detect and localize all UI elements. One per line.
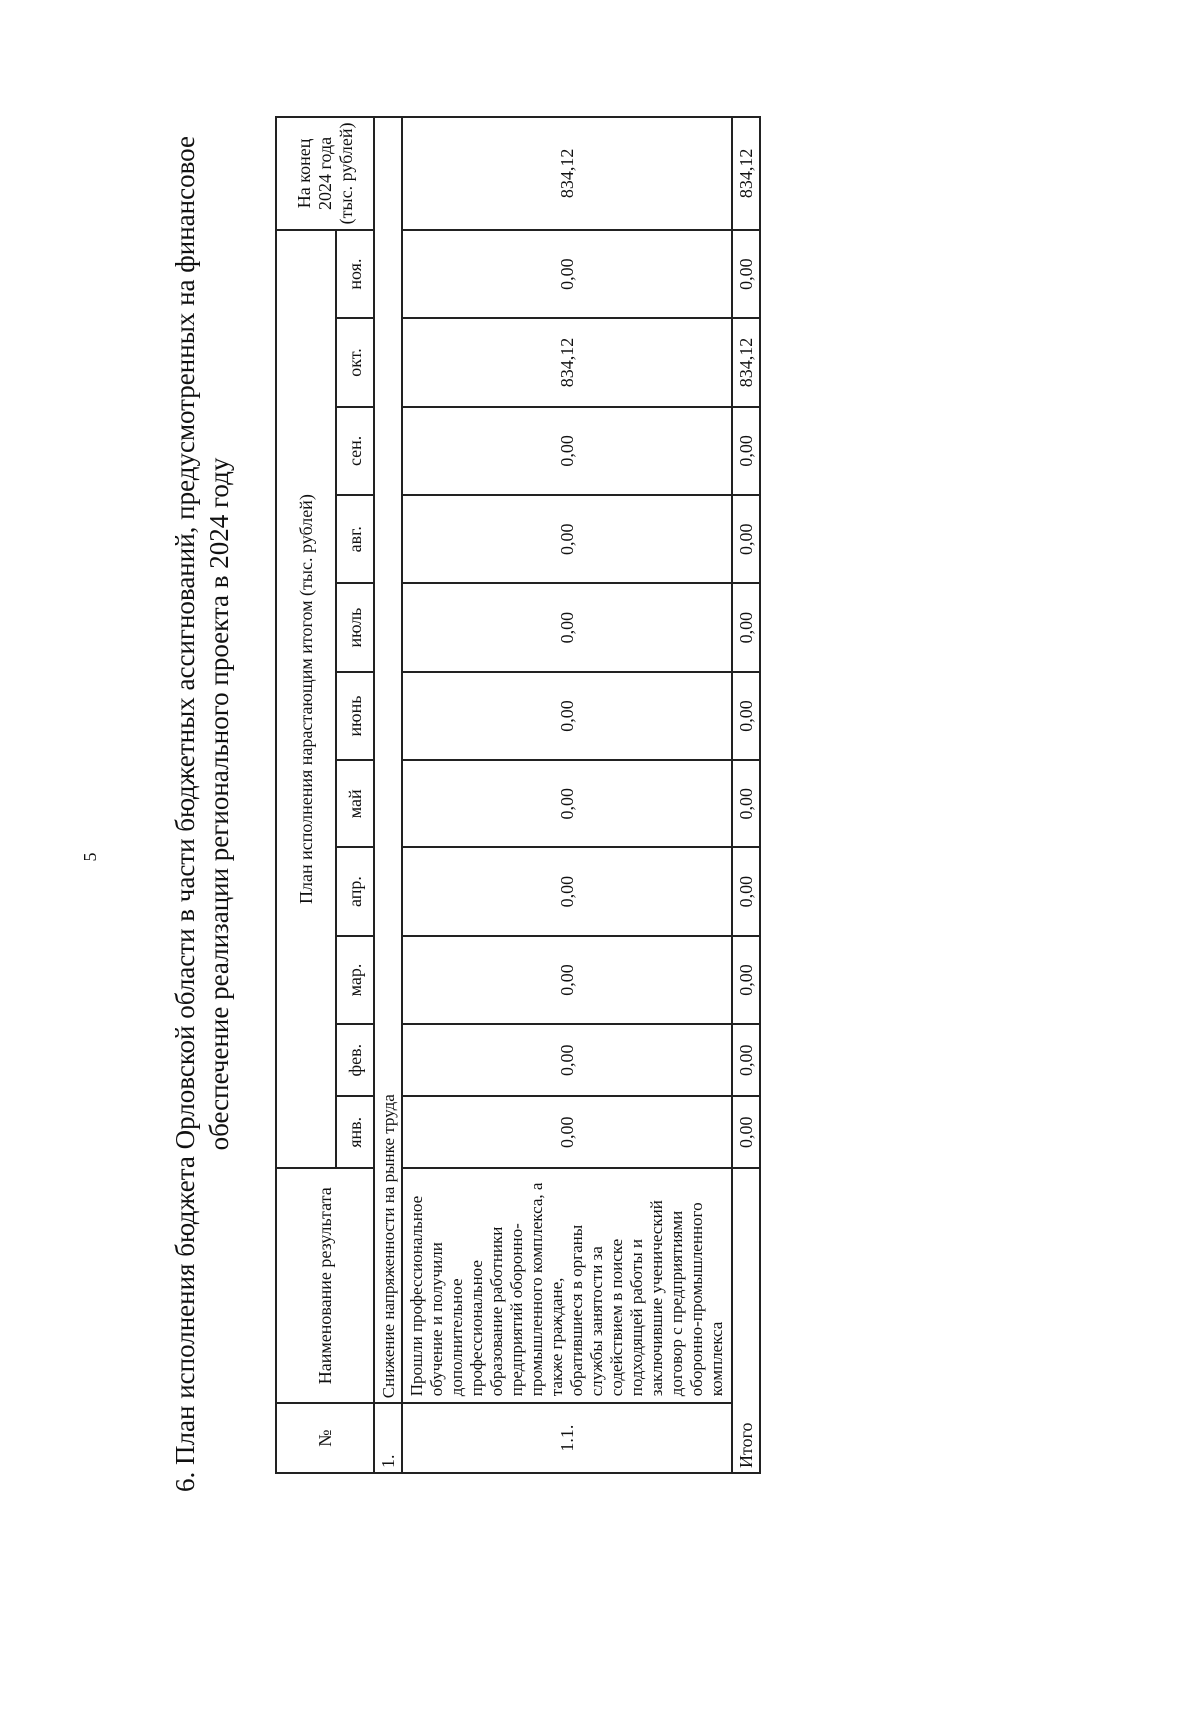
header-plan-group: План исполнения нарастающим итогом (тыс. рублей) (276, 230, 336, 1169)
row-value: 0,00 (402, 230, 732, 318)
page-number: 5 (80, 852, 100, 862)
row-value: 0,00 (402, 936, 732, 1024)
title-line-2: обеспечение реализации регионального проекта в 2024 году (204, 457, 234, 1151)
header-result-name: Наименование результата (276, 1168, 374, 1403)
total-value: 0,00 (732, 495, 760, 583)
total-value: 0,00 (732, 230, 760, 318)
header-month: май (336, 760, 374, 847)
header-number: № (276, 1403, 374, 1473)
header-year-end: На конец 2024 года (тыс. рублей) (276, 117, 374, 230)
row-value: 0,00 (402, 583, 732, 671)
header-month: апр. (336, 847, 374, 935)
row-value: 0,00 (402, 1024, 732, 1096)
header-month: окт. (336, 318, 374, 406)
total-value: 0,00 (732, 1024, 760, 1096)
row-value: 0,00 (402, 495, 732, 583)
header-month: сен. (336, 407, 374, 495)
title-line-1: 6. План исполнения бюджета Орловской области в части бюджетных ассигнований, предусмотренных на финансовое (170, 136, 200, 1492)
total-value: 0,00 (732, 672, 760, 760)
row-result-name: Прошли профессиональное обучение и получили дополнительное профессиональное образование работники предприятий оборонно-промышленного комплекса, а также граждане, обратившиеся в органы службы занятости за содействием в поиске подходящей работы и заключившие ученический договор с предприятиями оборонно-промышленного комплекса (402, 1168, 732, 1403)
section-title: Снижение напряженности на рынке труда (374, 117, 402, 1403)
total-value: 0,00 (732, 407, 760, 495)
total-label: Итого (732, 1168, 760, 1473)
row-number: 1.1. (402, 1403, 732, 1473)
header-month: июнь (336, 672, 374, 760)
table-header-row-1 (276, 117, 336, 1473)
header-month: янв. (336, 1096, 374, 1168)
row-value: 834,12 (402, 318, 732, 406)
row-value: 0,00 (402, 1096, 732, 1168)
section-row (374, 117, 402, 1473)
total-row (732, 117, 760, 1473)
section-number: 1. (374, 1403, 402, 1473)
page-title (168, 114, 236, 1514)
header-month: фев. (336, 1024, 374, 1096)
row-value: 0,00 (402, 672, 732, 760)
total-value: 0,00 (732, 936, 760, 1024)
row-value: 0,00 (402, 847, 732, 935)
budget-plan-table (275, 116, 761, 1474)
header-month: авг. (336, 495, 374, 583)
total-value: 0,00 (732, 847, 760, 935)
row-value: 0,00 (402, 760, 732, 847)
total-value: 0,00 (732, 583, 760, 671)
total-value: 0,00 (732, 1096, 760, 1168)
header-month: мар. (336, 936, 374, 1024)
row-year-end: 834,12 (402, 117, 732, 230)
total-value: 0,00 (732, 760, 760, 847)
table-row (402, 117, 732, 1473)
header-month: ноя. (336, 230, 374, 318)
total-value: 834,12 (732, 318, 760, 406)
header-month: июль (336, 583, 374, 671)
total-year-end: 834,12 (732, 117, 760, 230)
row-value: 0,00 (402, 407, 732, 495)
